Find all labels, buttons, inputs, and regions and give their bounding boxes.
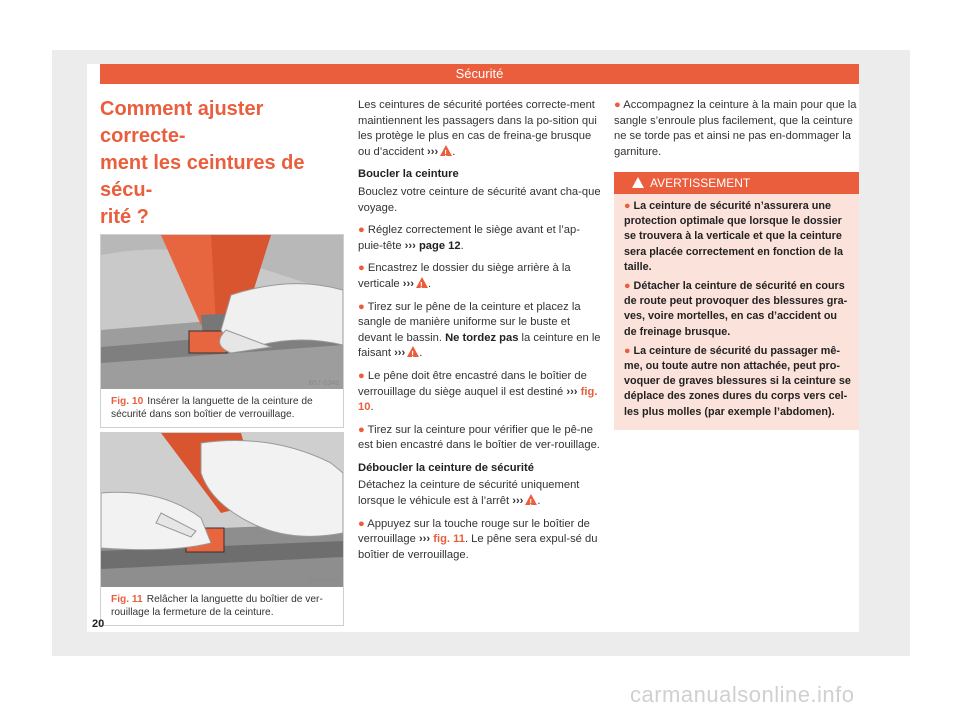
warning-title: AVERTISSEMENT: [650, 176, 751, 190]
right-column: [614, 98, 859, 167]
title-line-1: Comment ajuster correcte-: [100, 98, 264, 147]
step-3-text: Tirez sur le pêne de la ceinture et placez la sangle de manière uniforme sur le buste et devant le bassin.: [358, 300, 581, 344]
step-4-text: Le pêne doit être encastré dans le boîtier de verrouillage du siège auquel il est destiné: [358, 369, 587, 398]
step-7: [614, 98, 859, 160]
warning-triangle-icon: [525, 494, 537, 505]
intro-paragraph: [358, 98, 601, 160]
warning-header: [614, 172, 859, 194]
step-5: [358, 423, 601, 454]
watermark: carmanualsonline.info: [630, 682, 855, 707]
arrow-ref: ›››: [427, 145, 439, 158]
step-4: [358, 369, 601, 416]
step-2-text: Encastrez le dossier du siège arrière à la verticale: [358, 262, 571, 290]
warning-item-text: Détacher la ceinture de sécurité en cours de route peut provoquer des blessures gra-ves, voire mortelles, en cas d’accident ou de freinage brusque.: [624, 280, 848, 338]
figure-10-label: Fig. 10: [111, 396, 144, 407]
warning-item: [624, 344, 851, 420]
bullet-icon: ●: [358, 262, 365, 275]
buckle-heading: Boucler la ceinture: [358, 168, 459, 181]
unbuckle-period: .: [537, 495, 541, 508]
figure-10-code: B57-0348: [308, 380, 339, 387]
step-7-text: Accompagnez la ceinture à la main pour que la sangle s’enroule plus facilement, que la ceinture ne se torde pas et ainsi ne pas en-dommager la garniture.: [614, 99, 857, 158]
step-6: [358, 517, 601, 564]
warning-body: [614, 194, 859, 430]
page-12-link[interactable]: page 12: [418, 239, 461, 252]
bullet-icon: ●: [624, 280, 631, 293]
arrow-ref: ›››: [404, 239, 416, 252]
figure-10: [100, 234, 344, 428]
intro-period: .: [452, 145, 456, 158]
warning-item-text: La ceinture de sécurité du passager mê-me, ou toute autre non attachée, peut pro-voquer de graves blessures si la ceinture se déplace des zones dures du corps vers cel-les plus molles (par exemple l’abdomen).: [624, 344, 851, 418]
bullet-icon: ●: [358, 423, 365, 436]
bullet-icon: ●: [614, 99, 621, 111]
bullet-icon: ●: [358, 224, 365, 237]
step-2-period: .: [427, 277, 432, 290]
seat-belt-release-illustration: [101, 433, 343, 587]
step-1-text: Réglez correctement le siège avant et l’ap-puie-tête: [358, 224, 580, 252]
step-6-text: Appuyez sur la touche rouge sur le boîtier de verrouillage: [358, 517, 590, 546]
section-header: Sécurité: [100, 64, 859, 84]
arrow-ref: ›››: [512, 495, 524, 508]
step-1-period: .: [460, 239, 464, 252]
figure-11-caption-text: Relâcher la languette du boîtier de ver-rouillage la fermeture de la ceinture.: [111, 594, 323, 618]
step-3-period: .: [419, 347, 423, 360]
arrow-ref: ›››: [402, 277, 414, 290]
step-5-text: Tirez sur la ceinture pour vérifier que le pê-ne est bien encastré dans le boîtier de ver-rouillage.: [358, 423, 600, 452]
unbuckle-text: [358, 478, 601, 509]
unbuckle-text-body: Détachez la ceinture de sécurité uniquement lorsque le véhicule est à l’arrêt: [358, 479, 580, 508]
step-6-tail: . Le pêne sera expul-sé du boîtier de verrouillage.: [358, 533, 598, 561]
page-number: 20: [92, 618, 105, 630]
warning-triangle-icon: [416, 277, 428, 288]
warning-item: [624, 199, 851, 275]
figure-10-image: [101, 235, 343, 389]
title-line-2: ment les ceintures de sécu-: [100, 152, 305, 201]
arrow-ref: ›››: [566, 385, 578, 398]
figure-11-label: Fig. 11: [111, 594, 143, 605]
figure-11-code: B57-0349: [308, 578, 339, 585]
middle-column: [358, 98, 601, 570]
bullet-icon: ●: [624, 200, 631, 212]
step-3: [358, 300, 601, 362]
intro-text: Les ceintures de sécurité portées correcte-ment maintiennent les passagers dans la po-sition qui les protège le plus en cas de freina-ge brusque ou d’accident: [358, 99, 597, 158]
figure-11: [100, 432, 344, 626]
bullet-icon: ●: [358, 300, 365, 313]
warning-item-text: La ceinture de sécurité n’assurera une protection optimale que lorsque le dossier se trouvera à la verticale et que la ceinture sera placée correctement en fonction de la taille.: [624, 200, 844, 273]
warning-triangle-icon: [440, 145, 452, 156]
figure-11-caption: [101, 587, 343, 625]
fig-10-link[interactable]: fig. 10: [358, 385, 598, 414]
figure-11-image: [101, 433, 343, 587]
arrow-ref: ›››: [418, 533, 431, 546]
page-title: [100, 96, 342, 231]
bullet-icon: ●: [358, 517, 365, 530]
figure-10-caption-text: Insérer la languette de la ceinture de sécurité dans son boîtier de verrouillage.: [111, 396, 313, 420]
buckle-text: Bouclez votre ceinture de sécurité avant cha-que voyage.: [358, 185, 601, 214]
warning-triangle-icon: [407, 346, 419, 357]
seat-belt-insert-illustration: [101, 235, 343, 389]
step-4-period: .: [370, 401, 374, 414]
fig-11-link[interactable]: fig. 11: [433, 533, 465, 546]
step-2: [358, 261, 601, 292]
unbuckle-heading: Déboucler la ceinture de sécurité: [358, 461, 534, 474]
step-3-bold: Ne tordez pas: [445, 331, 519, 344]
warning-box: [614, 172, 859, 430]
figure-10-caption: [101, 389, 343, 427]
title-line-3: rité ?: [100, 206, 149, 228]
bullet-icon: ●: [358, 369, 365, 382]
bullet-icon: ●: [624, 344, 631, 357]
warning-icon: [632, 177, 644, 188]
step-1: [358, 223, 601, 254]
arrow-ref: ›››: [394, 347, 406, 360]
warning-item: [624, 279, 851, 340]
step-3-tail: la ceinture en le faisant: [358, 331, 601, 360]
